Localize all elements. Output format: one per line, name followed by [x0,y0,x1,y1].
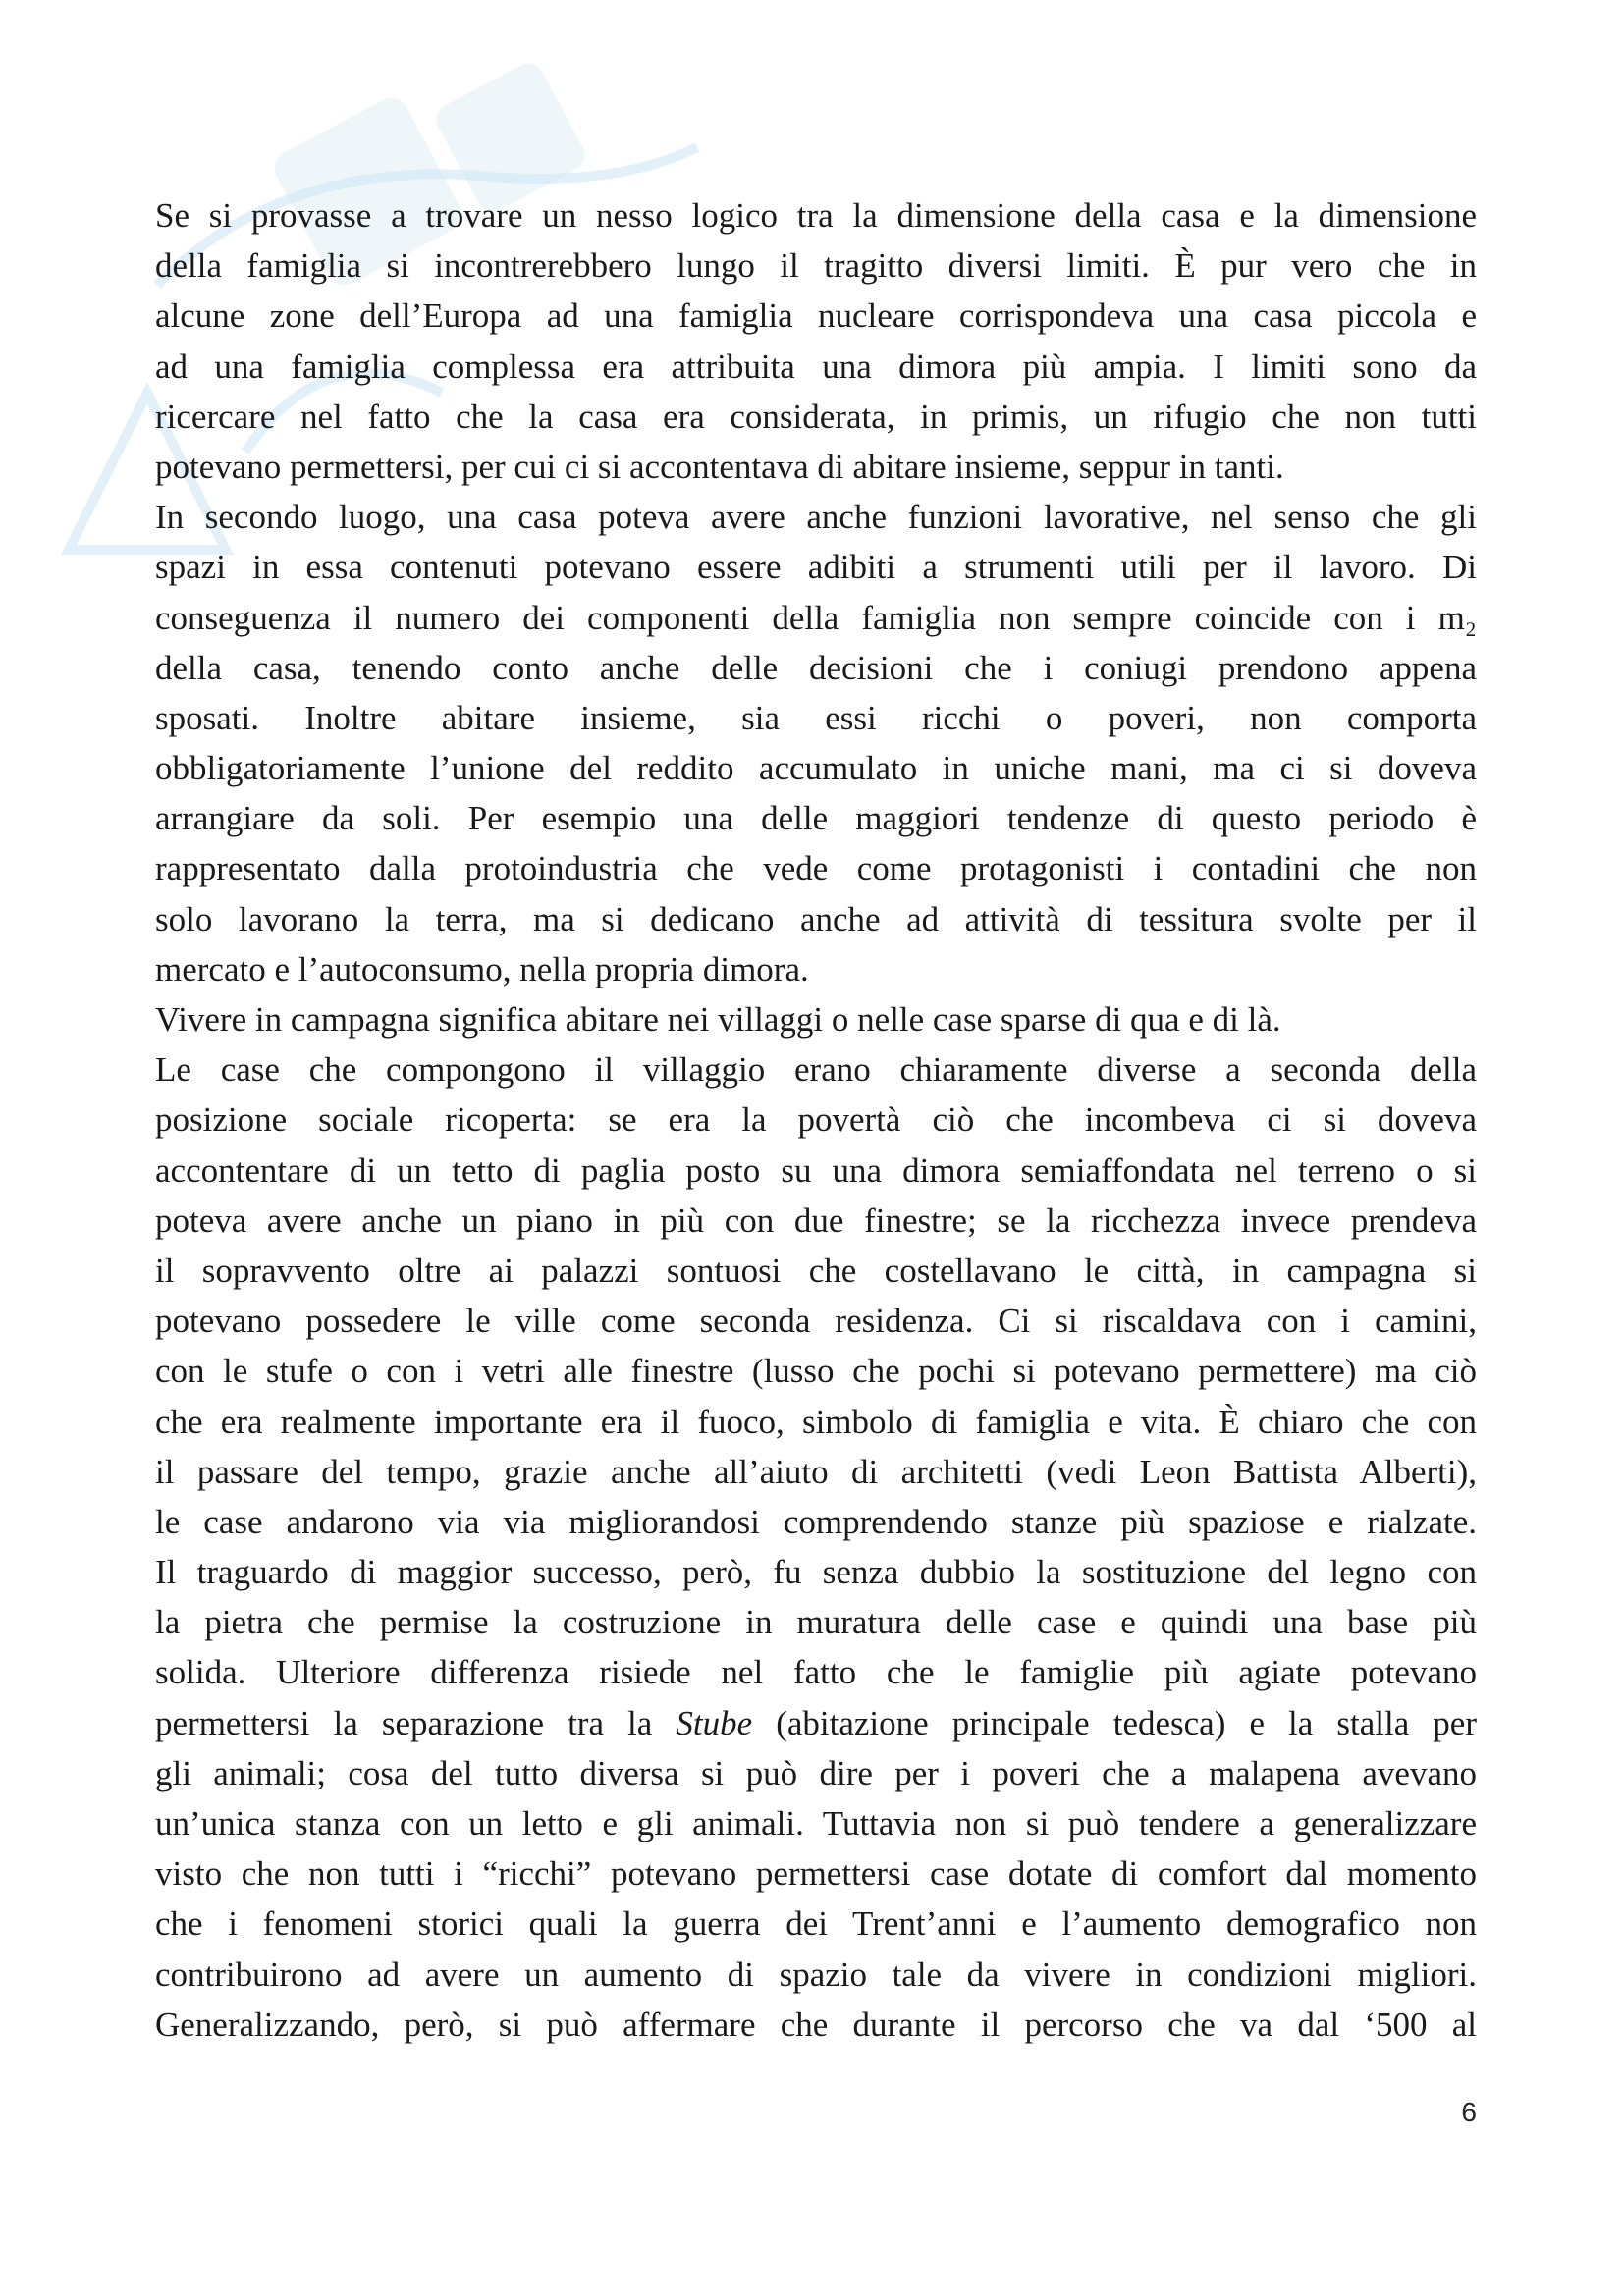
text-line: accontentare di un tetto di paglia posto su una dimora semiaffondata nel terreno o si [155,1150,1477,1190]
text-line: arrangiare da soli. Per esempio una delle maggiori tendenze di questo periodo è [155,799,1477,838]
text-line: Le case che compongono il villaggio erano chiaramente diverse a seconda della [155,1050,1477,1090]
text-line: potevano permettersi, per cui ci si accontentava di abitare insieme, seppur in tanti. [155,447,1284,486]
text-line: Se si provasse a trovare un nesso logico tra la dimensione della casa e la dimensione [155,196,1477,235]
text-line: con le stufe o con i vetri alle finestre (lusso che pochi si potevano permettere) ma ciò [155,1352,1477,1391]
text-segment: permettersi la separazione tra la [155,1703,677,1742]
text-line: rappresentato dalla protoindustria che vede come protagonisti i contadini che non [155,849,1477,888]
text-line: che i fenomeni storici quali la guerra dei Trent’anni e l’aumento demografico non [155,1904,1477,1944]
text-line: posizione sociale ricoperta: se era la povertà ciò che incombeva ci si doveva [155,1100,1477,1140]
text-line: un’unica stanza con un letto e gli animali. Tuttavia non si può tendere a generalizzare [155,1804,1477,1842]
italic-term: Stube [676,1703,753,1742]
text-line: spazi in essa contenuti potevano essere adibiti a strumenti utili per il lavoro. Di [155,548,1477,587]
text-line: Il traguardo di maggior successo, però, fu senza dubbio la sostituzione del legno con [155,1553,1477,1592]
text-line: la pietra che permise la costruzione in muratura delle case e quindi una base più [155,1603,1477,1642]
text-line: alcune zone dell’Europa ad una famiglia nucleare corrispondeva una casa piccola e [155,296,1477,336]
text-line: In secondo luogo, una casa poteva avere anche funzioni lavorative, nel senso che gli [155,498,1477,537]
text-line: contribuirono ad avere un aumento di spazio tale da vivere in condizioni migliori. [155,1954,1477,1994]
text-line: il sopravvento oltre ai palazzi sontuosi che costellavano le città, in campagna si [155,1251,1477,1290]
text-line: mercato e l’autoconsumo, nella propria dimora. [155,949,809,988]
text-line: poteva avere anche un piano in più con due finestre; se la ricchezza invece prendeva [155,1201,1477,1240]
text-line [155,1698,1477,1748]
text-line: conseguenza il numero dei componenti della famiglia non sempre coincide con i m₂ [155,598,1477,637]
text-line: ricercare nel fatto che la casa era considerata, in primis, un rifugio che non tutti [155,397,1477,436]
text-line: solida. Ulteriore differenza risiede nel fatto che le famiglie più agiate potevano [155,1653,1477,1692]
text-line: solo lavorano la terra, ma si dedicano anche ad attività di tessitura svolte per il [155,899,1477,938]
text-segment: (abitazione principale tedesca) e la stalla per [752,1703,1477,1742]
text-line: le case andarono via via migliorandosi comprendendo stanze più spaziose e rialzate. [155,1502,1477,1541]
text-line: che era realmente importante era il fuoco, simbolo di famiglia e vita. È chiaro che con [155,1402,1477,1441]
text-line: il passare del tempo, grazie anche all’aiuto di architetti (vedi Leon Battista Alberti), [155,1452,1477,1491]
text-line: ad una famiglia complessa era attribuita una dimora più ampia. I limiti sono da [155,347,1477,386]
text-line: obbligatoriamente l’unione del reddito accumulato in uniche mani, ma ci si doveva [155,749,1477,788]
text-line: della famiglia si incontrerebbero lungo il tragitto diversi limiti. È pur vero che in [155,246,1477,286]
text-line: Generalizzando, però, si può affermare che durante il percorso che va dal ‘500 al [155,2004,1477,2044]
text-line: potevano possedere le ville come seconda residenza. Ci si riscaldava con i camini, [155,1302,1477,1341]
body-text [155,190,1477,2050]
text-line: gli animali; cosa del tutto diversa si può dire per i poveri che a malapena avevano [155,1753,1477,1792]
text-line: sposati. Inoltre abitare insieme, sia essi ricchi o poveri, non comporta [155,698,1477,737]
page-number: 6 [1461,2097,1477,2127]
text-line: Vivere in campagna significa abitare nei villaggi o nelle case sparse di qua e di là. [155,1000,1281,1039]
text-line: visto che non tutti i “ricchi” potevano permettersi case dotate di comfort dal momento [155,1854,1477,1894]
text-line: della casa, tenendo conto anche delle decisioni che i coniugi prendono appena [155,648,1477,687]
